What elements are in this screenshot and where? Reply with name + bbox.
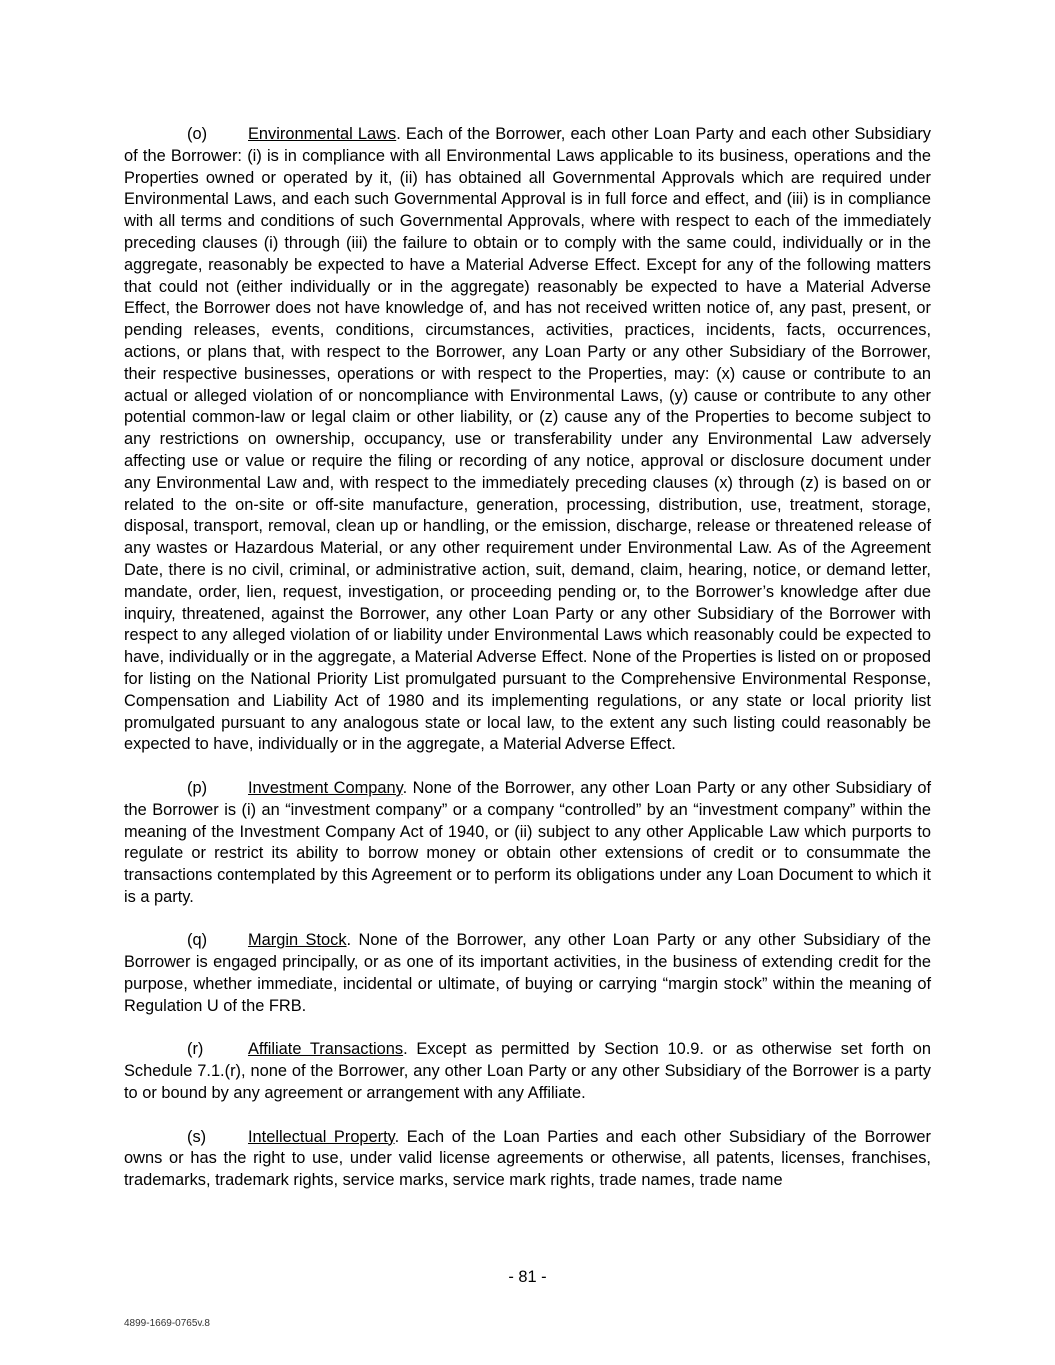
section-heading: Intellectual Property	[248, 1127, 395, 1146]
section-number: (s)	[187, 1127, 207, 1146]
section-heading: Environmental Laws	[248, 125, 397, 143]
section-body: . Each of the Loan Parties and each other Subsidiary of the Borrower owns or has the right to use, under valid license agreements or otherwise, all patents, licenses, franchises, trademarks, trademark rights, service marks, service mark rights, trade names, trade name	[124, 1127, 931, 1190]
document-page	[124, 124, 931, 1214]
section-intellectual-property	[124, 1127, 931, 1192]
section-number: (p)	[187, 778, 208, 797]
section-heading: Investment Company	[248, 778, 403, 797]
section-affiliate-transactions	[124, 1039, 931, 1104]
page-number: - 81 -	[508, 1268, 547, 1286]
section-number: (o)	[187, 125, 208, 143]
section-number: (q)	[187, 931, 208, 950]
section-heading: Affiliate Transactions	[248, 1040, 404, 1059]
section-margin-stock	[124, 930, 931, 1017]
section-body: . Except as permitted by Section 10.9. or as otherwise set forth on Schedule 7.1.(r), none of the Borrower, any other Loan Party or any other Subsidiary of the Borrower is a party to or bound by any agreement or arrangement with any Affiliate.	[124, 1040, 931, 1103]
section-body: . None of the Borrower, any other Loan Party or any other Subsidiary of the Borrower is engaged principally, or as one of its important activities, in the business of extending credit for the purpose, whether immediate, incidental or ultimate, of buying or carrying “margin stock” within the meaning of Regulation U of the FRB.	[124, 931, 931, 1015]
section-heading: Margin Stock	[248, 931, 347, 950]
section-investment-company	[124, 778, 931, 909]
section-body: . None of the Borrower, any other Loan Party or any other Subsidiary of the Borrower is (i) an “investment company” or a company “controlled” by an “investment company” within the meaning of the Investment Company Act of 1940, or (ii) subject to any other Applicable Law which purports to regulate or restrict its ability to borrow money or obtain other extensions of credit or to consummate the transactions contemplated by this Agreement or to perform its obligations under any Loan Document to which it is a party.	[124, 778, 932, 906]
section-environmental-laws	[124, 124, 931, 756]
document-id: 4899-1669-0765v.8	[124, 1318, 210, 1329]
section-body: . Each of the Borrower, each other Loan Party and each other Subsidiary of the Borrower: (i) is in compliance with all Environmental Laws applicable to its business, operations and the Properties owned or operated by it, (ii) has obtained all Governmental Approvals which are required under Environmental Laws, and each such Governmental Approval is in full force and effect, and (iii) is in compliance with all terms and conditions of such Governmental Approvals, where with respect to each of the immediately preceding clauses (i) through (iii) the failure to obtain or to comply with the same could, individually or in the aggregate, reasonably be expected to have a Material Adverse Effect. Except for any of the following matters that could not (either individually or in the aggregate) reasonably be expected to have a Material Adverse Effect, the Borrower does not have knowledge of, and has not received written notice of, any past, present, or pending releases, events, conditions, circumstances, activities, practices, incidents, facts, occurrences, actions, or plans that, with respect to the Borrower, any Loan Party or any other Subsidiary of the Borrower, their respective businesses, operations or with respect to the Properties, may: (x) cause or contribute to an actual or alleged violation of or noncompliance with Environmental Laws, (y) cause or contribute to any other potential common-law or legal claim or other liability, or (z) cause any of the Properties to become subject to any restrictions on ownership, occupancy, use or transferability under any Environmental Law adversely affecting use or value or require the filing or recording of any notice, approval or disclosure document under any Environmental Law and, with respect to the immediately preceding clauses (x) through (z) is based on or related to the on-site or off-site manufacture, generation, processing, distribution, use, treatment, storage, disposal, transport, removal, clean up or handling, or the emission, discharge, release or threatened release of any wastes or Hazardous Material, or any other requirement under Environmental Law. As of the Agreement Date, there is no civil, criminal, or administrative action, suit, demand, claim, hearing, notice, or demand letter, mandate, order, lien, request, investigation, or proceeding pending or, to the Borrower’s knowledge after due inquiry, threatened, against the Borrower, any other Loan Party or any other Subsidiary of the Borrower with respect to any alleged violation of or liability under Environmental Laws which reasonably could be expected to have, individually or in the aggregate, a Material Adverse Effect. None of the Properties is listed on or proposed for listing on the National Priority List promulgated pursuant to the Comprehensive Environmental Response, Compensation and Liability Act of 1980 and its implementing regulations, or any state or local priority list promulgated pursuant to any analogous state or local law, to the extent any such listing could reasonably be expected to have, individually or in the aggregate, a Material Adverse Effect.	[124, 125, 931, 754]
section-number: (r)	[187, 1040, 204, 1059]
